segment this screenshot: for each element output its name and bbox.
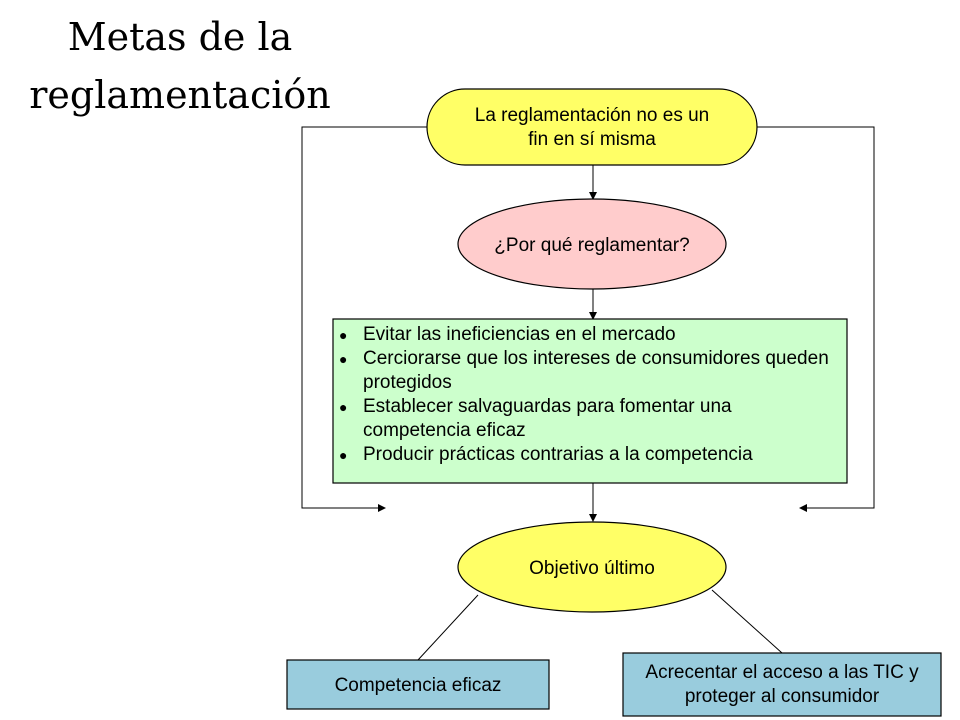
node-why-regulate xyxy=(458,199,726,289)
reason-item xyxy=(339,347,841,395)
node-top-line-2: fin en sí misma xyxy=(528,129,656,150)
reason-item xyxy=(339,443,841,467)
node-effective-competition xyxy=(287,660,549,709)
node-right-outcome-line-1: Acrecentar el acceso a las TIC y xyxy=(645,662,919,683)
reason-item xyxy=(339,323,841,347)
connector-objective-to-left xyxy=(418,595,478,660)
bullet-icon: ● xyxy=(339,351,348,367)
bullet-icon: ● xyxy=(339,327,348,343)
node-regulation-not-end xyxy=(427,89,757,165)
node-ultimate-objective xyxy=(458,522,726,612)
reason-text: Establecer salvaguardas para fomentar una competencia eficaz xyxy=(363,396,732,441)
node-left-outcome-label: Competencia eficaz xyxy=(334,675,502,696)
slide-title-line-2: reglamentación xyxy=(29,73,331,117)
reason-text: Producir prácticas contrarias a la competencia xyxy=(363,444,753,465)
connector-objective-to-right xyxy=(712,590,782,653)
node-objective-label: Objetivo último xyxy=(529,558,655,579)
bullet-icon: ● xyxy=(339,399,348,415)
bullet-icon: ● xyxy=(339,447,348,463)
slide-title-line-1: Metas de la xyxy=(67,15,293,59)
reasons-list xyxy=(335,320,845,482)
node-question-label: ¿Por qué reglamentar? xyxy=(494,235,690,256)
node-ict-access-consumer xyxy=(623,653,941,716)
reason-item xyxy=(339,395,841,443)
reason-text: Evitar las ineficiencias en el mercado xyxy=(363,324,676,345)
node-top-line-1: La reglamentación no es un xyxy=(474,105,710,126)
node-right-outcome-line-2: proteger al consumidor xyxy=(684,686,880,707)
reason-text: Cerciorarse que los intereses de consumidores queden protegidos xyxy=(363,348,829,393)
